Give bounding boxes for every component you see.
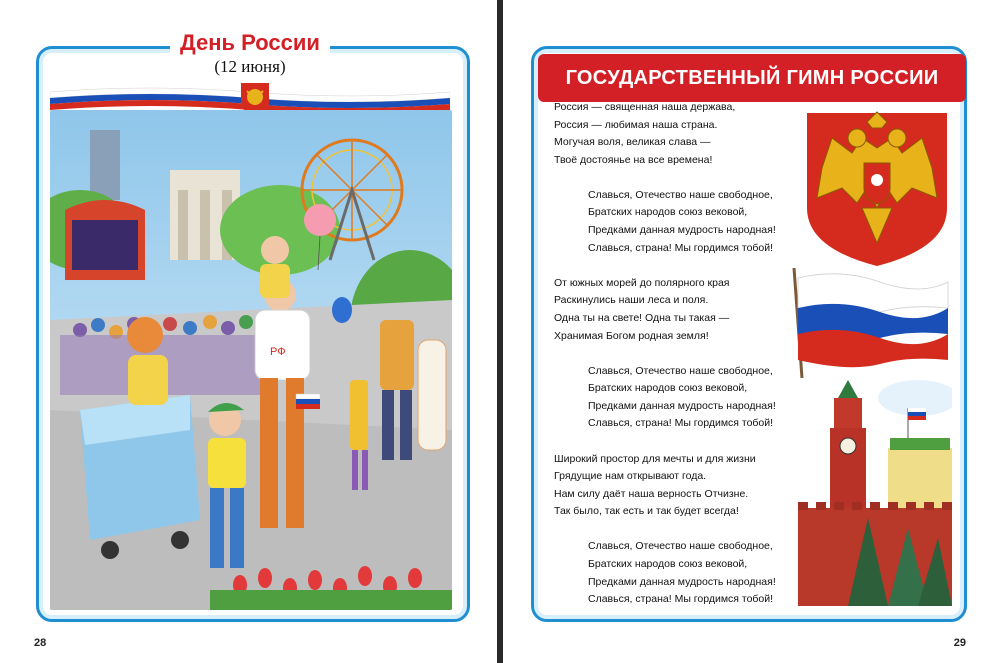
- double-headed-eagle-icon: [802, 108, 952, 268]
- chorus-line: Братских народов союз вековой,: [588, 382, 748, 395]
- anthem-line: Нам силу даёт наша верность Отчизне.: [554, 487, 749, 500]
- left-page: [0, 0, 497, 663]
- chorus-line: Славься, страна! Мы гордимся тобой!: [588, 241, 774, 254]
- anthem-text: [554, 99, 804, 626]
- festival-illustration: [50, 110, 452, 610]
- page-number-left: 28: [34, 637, 47, 649]
- chorus-1: [554, 187, 804, 257]
- left-title-box: [170, 30, 330, 80]
- page-number-right: 29: [953, 637, 966, 649]
- page-title: День России: [180, 30, 320, 55]
- chorus-line: Предками данная мудрость народная!: [588, 575, 776, 588]
- stanza-1: [554, 99, 804, 169]
- chorus-line: Славься, Отечество наше свободное,: [588, 364, 773, 377]
- tshirt-text: РФ: [270, 346, 286, 358]
- anthem-line: От южных морей до полярного края: [554, 276, 730, 289]
- chorus-line: Славься, страна! Мы гордимся тобой!: [588, 593, 774, 606]
- kremlin-tower-icon: [798, 378, 952, 606]
- anthem-line: Россия — священная наша держава,: [554, 101, 736, 113]
- anthem-line: Хранимая Богом родная земля!: [554, 329, 709, 342]
- chorus-3: [554, 538, 804, 608]
- anthem-line: Раскинулись наши леса и поля.: [554, 294, 709, 307]
- chorus-line: Славься, Отечество наше свободное,: [588, 188, 773, 201]
- anthem-line: Грядущие нам открывают года.: [554, 470, 707, 483]
- anthem-line: Твоё достоянье на все времена!: [554, 153, 713, 166]
- anthem-line: Россия — любимая наша страна.: [554, 118, 718, 131]
- chorus-line: Предками данная мудрость народная!: [588, 399, 776, 412]
- russian-flag-icon: [790, 268, 950, 378]
- chorus-2: [554, 363, 804, 433]
- anthem-line: Так было, так есть и так будет всегда!: [554, 505, 739, 518]
- stanza-2: [554, 275, 804, 345]
- anthem-line: Широкий простор для мечты и для жизни: [554, 452, 756, 465]
- chorus-line: Славься, Отечество наше свободное,: [588, 540, 773, 553]
- chorus-line: Братских народов союз вековой,: [588, 206, 748, 219]
- anthem-line: Могучая воля, великая слава —: [554, 136, 711, 149]
- chorus-line: Славься, страна! Мы гордимся тобой!: [588, 417, 774, 430]
- stanza-3: [554, 451, 804, 521]
- chorus-line: Предками данная мудрость народная!: [588, 224, 776, 237]
- chorus-line: Братских народов союз вековой,: [588, 557, 748, 570]
- page-subtitle: (12 июня): [214, 57, 286, 76]
- anthem-line: Одна ты на свете! Одна ты такая —: [554, 311, 730, 324]
- anthem-heading: ГОСУДАРСТВЕННЫЙ ГИМН РОССИИ: [565, 67, 939, 89]
